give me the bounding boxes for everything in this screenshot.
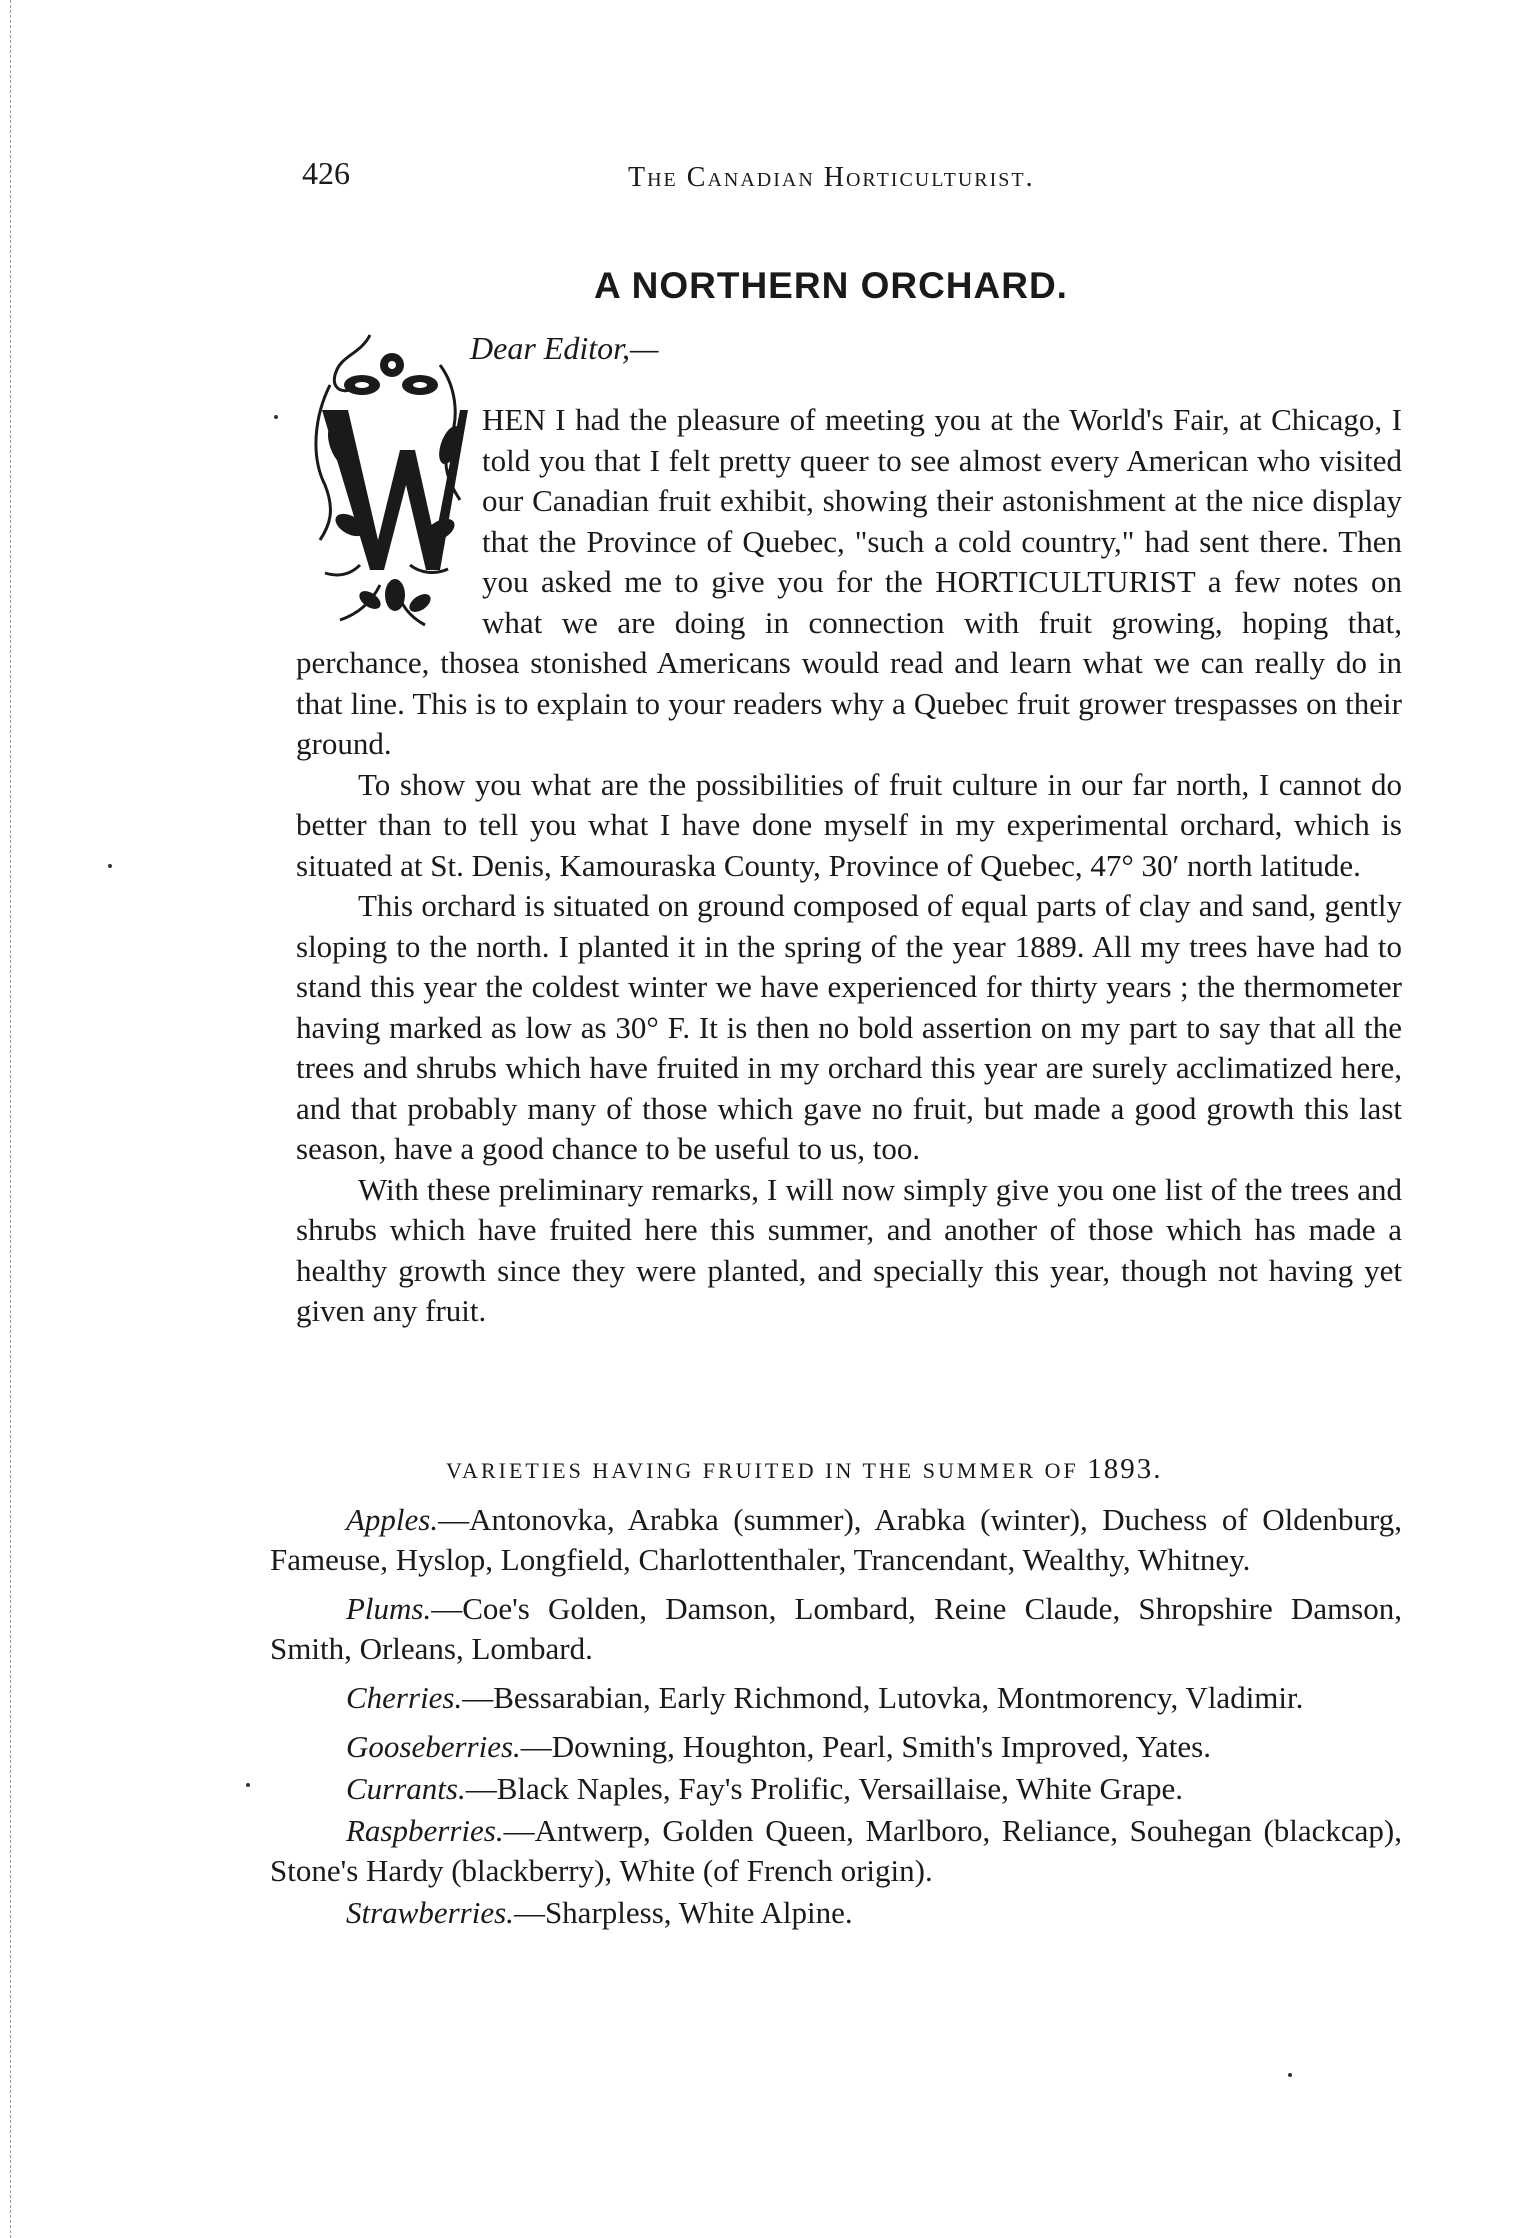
variety-entry-apples	[270, 1500, 1402, 1580]
salutation: Dear Editor,—	[470, 330, 659, 366]
variety-category: Cherries.	[346, 1680, 463, 1715]
variety-list: —Black Naples, Fay's Prolific, Versaillaise, White Grape.	[465, 1771, 1184, 1806]
page-number: 426	[302, 155, 350, 191]
variety-entry-currants	[270, 1769, 1402, 1809]
variety-list: —Bessarabian, Early Richmond, Lutovka, Montmorency, Vladimir.	[462, 1680, 1304, 1715]
variety-category: Raspberries.	[346, 1813, 504, 1848]
article-paragraph-4: With these preliminary remarks, I will now simply give you one list of the trees and shrubs which have fruited here this summer, and another of those which has made a healthy growth since they were planted, and specially this year, though not having yet given any fruit.	[296, 1171, 1402, 1328]
article-title: A NORTHERN ORCHARD.	[594, 265, 1068, 306]
article-paragraph-3: This orchard is situated on ground composed of equal parts of clay and sand, gently sloping to the north. I planted it in the spring of the year 1889. All my trees have had to stand this year the coldest winter we have experienced for thirty years ; the thermometer having marked as low as 30° F. It is then no bold assertion on my part to say that all the trees and shrubs which have fruited in my orchard this year are surely acclimatized here, and that probably many of those which gave no fruit, but made a good growth this last season, have a good chance to be useful to us, too.	[296, 888, 1402, 1166]
article-paragraph-1: HEN I had the pleasure of meeting you at the World's Fair, at Chicago, I told you that I felt pretty queer to see almost every American who visited our Canadian fruit exhibit, showing their astonishment at the nice display that the Province of Quebec, "such a cold country," had sent there. Then you asked me to give you for the HORTICULTURIST a few notes on what we are doing in connection with fruit growing, hoping that, perchance, thosea stonished Americans would read and learn what we can really do in that line. This is to explain to your readers why a Quebec fruit grower trespasses on their ground.	[296, 402, 1402, 761]
article-body	[296, 400, 1402, 1332]
varieties-section-heading	[446, 1453, 1162, 1486]
print-speck	[1288, 2073, 1292, 2077]
variety-list: —Antonovka, Arabka (summer), Arabka (winter), Duchess of Oldenburg, Fameuse, Hyslop, Longfield, Charlottenthaler, Trancendant, Wealthy, Whitney.	[270, 1502, 1402, 1577]
varieties-heading-text: VARIETIES HAVING FRUITED IN THE SUMMER OF	[446, 1458, 1079, 1483]
print-speck	[108, 864, 112, 868]
variety-list: —Sharpless, White Alpine.	[513, 1895, 853, 1930]
print-speck	[274, 415, 278, 419]
drop-cap-space	[296, 400, 482, 626]
variety-category: Strawberries.	[346, 1895, 514, 1930]
variety-category: Apples.	[346, 1502, 439, 1537]
varieties-list	[270, 1500, 1402, 1935]
varieties-heading-year: 1893.	[1087, 1453, 1163, 1485]
running-head: The Canadian Horticulturist.	[628, 162, 1035, 193]
page-binding-edge	[0, 0, 11, 2238]
variety-list: —Coe's Golden, Damson, Lombard, Reine Claude, Shropshire Damson, Smith, Orleans, Lombard.	[270, 1591, 1402, 1666]
variety-list: —Downing, Houghton, Pearl, Smith's Improved, Yates.	[520, 1729, 1211, 1764]
variety-category: Plums.	[346, 1591, 432, 1626]
variety-entry-gooseberries	[270, 1727, 1402, 1767]
variety-entry-cherries	[270, 1678, 1402, 1718]
variety-list: —Antwerp, Golden Queen, Marlboro, Reliance, Souhegan (blackcap), Stone's Hardy (blackberry), White (of French origin).	[270, 1813, 1402, 1888]
print-speck	[246, 1783, 250, 1787]
variety-entry-raspberries	[270, 1811, 1402, 1891]
variety-entry-strawberries	[270, 1893, 1402, 1933]
variety-category: Currants.	[346, 1771, 466, 1806]
variety-category: Gooseberries.	[346, 1729, 521, 1764]
variety-entry-plums	[270, 1589, 1402, 1669]
article-paragraph-2: To show you what are the possibilities of fruit culture in our far north, I cannot do better than to tell you what I have done myself in my experimental orchard, which is situated at St. Denis, Kamouraska County, Province of Quebec, 47° 30′ north latitude.	[296, 766, 1402, 883]
